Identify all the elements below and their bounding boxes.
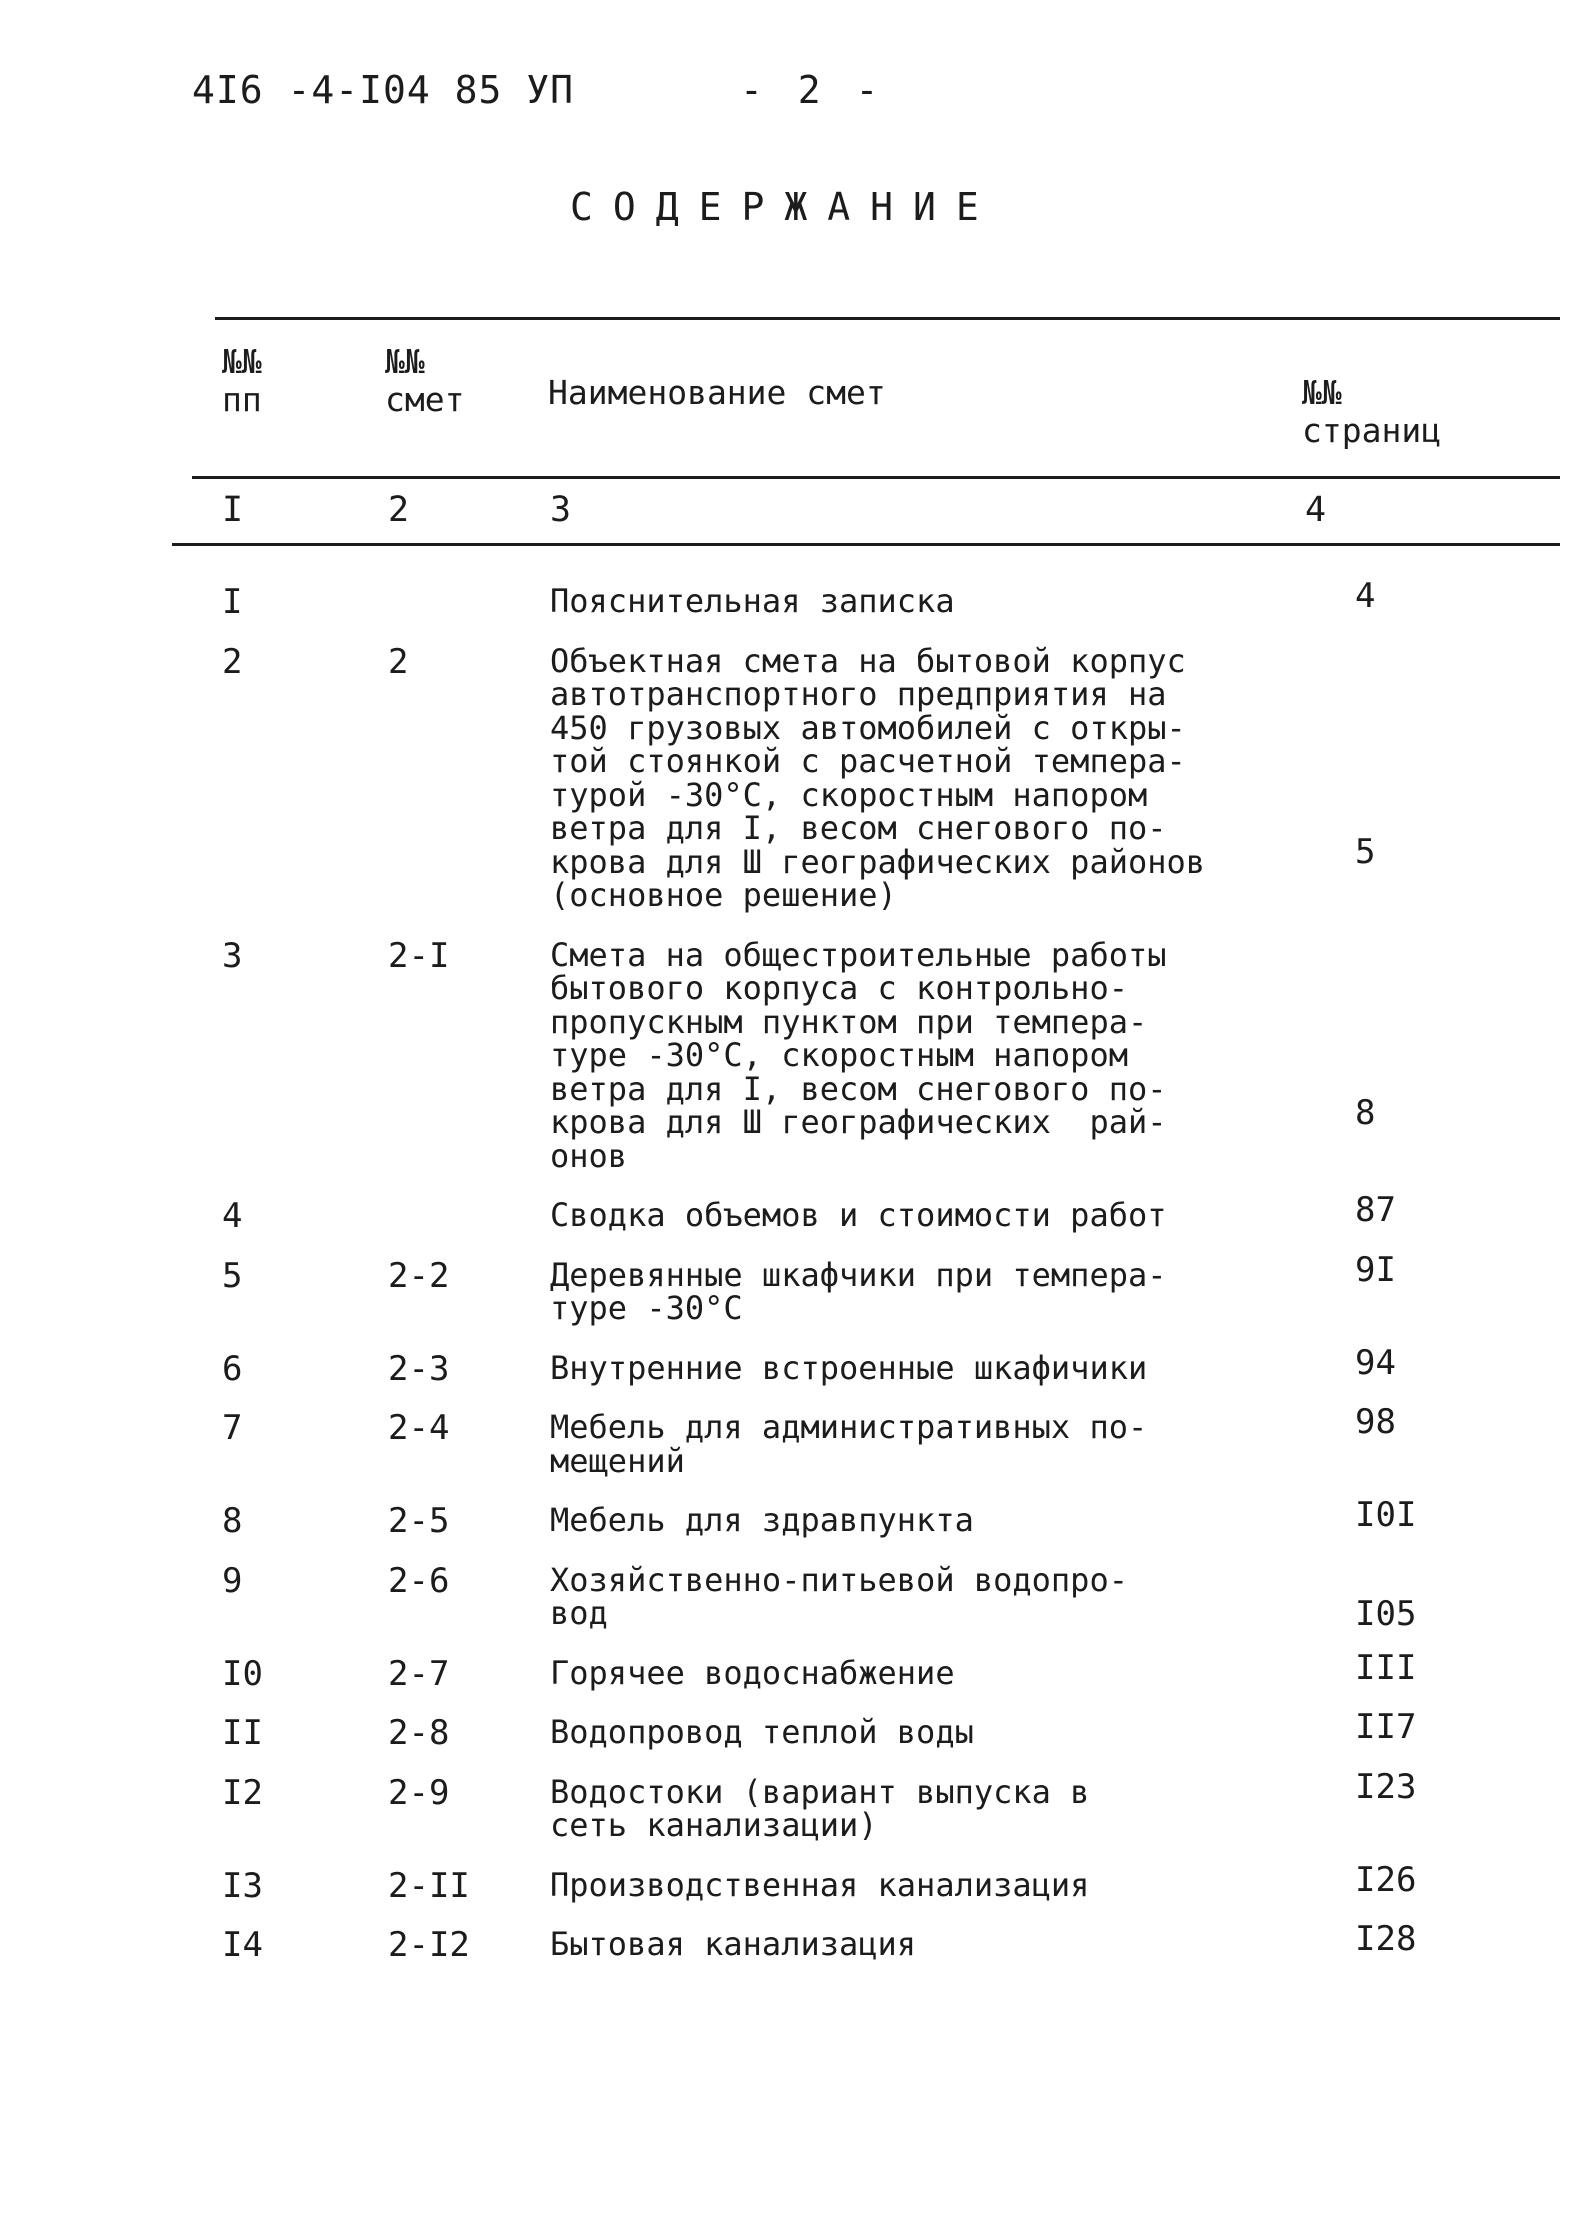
estimate-number: 2-I2 [388,1925,470,1965]
estimate-name-line: мещений [550,1441,685,1480]
table-row [0,641,1584,914]
row-number: I4 [222,1925,263,1965]
estimate-name-line: автотранспортного предприятия на [550,675,1167,713]
estimate-name-line: 450 грузовых автомобилей с откры- [550,708,1186,747]
estimate-name [550,935,1240,1175]
estimate-name-line: крова для Ш географических рай- [550,1103,1167,1141]
estimate-name-line: Пояснительная записка [550,582,955,620]
estimate-name-line: бытового корпуса с контрольно- [550,969,1128,1007]
page-reference: 8 [1355,1092,1376,1133]
estimate-name-line: Водопровод теплой воды [550,1713,974,1751]
page-number: - 2 - [740,68,885,112]
estimate-number: 2 [388,641,409,682]
column-number: 2 [388,490,410,530]
table-row [0,935,1584,1175]
estimate-name-line: онов [550,1136,628,1175]
column-numbers-rule [172,543,1560,546]
estimate-name-line: ветра для I, весом снегового по- [550,809,1167,847]
estimate-name-line: Водостоки (вариант выпуска в [550,1772,1090,1811]
column-header-estimate-name [548,374,886,412]
estimate-name-line: пропускным пунктом при темпера- [550,1002,1148,1041]
row-number: 9 [222,1560,243,1601]
document-code: 4I6 -4-I04 85 УП [192,68,575,112]
row-number: 8 [222,1501,243,1541]
estimate-name [550,582,1240,620]
estimate-number: 2-9 [388,1772,450,1813]
estimate-name-line: Деревянные шкафчики при темпера- [550,1255,1167,1294]
estimate-name [550,1653,1240,1692]
estimate-name [550,1865,1240,1904]
table-row [0,1495,1584,1541]
row-number: 3 [222,935,243,976]
estimate-name-line: Мебель для здравпункта [550,1501,974,1539]
column-header-page-numbers [1302,374,1441,450]
estimate-name-line: Производственная канализация [550,1865,1090,1904]
row-number: I3 [222,1865,263,1906]
estimate-name [550,1196,1240,1234]
table-top-rule [215,317,1560,320]
column-header-line: страниц [1302,411,1442,450]
estimate-name-line: Объектная смета на бытовой корпус [550,641,1186,680]
estimate-name [550,1255,1240,1327]
page-reference: 4 [1355,576,1376,616]
estimate-name-line: туре -30°С [550,1289,743,1327]
column-number: 4 [1305,490,1327,530]
row-number: II [222,1713,263,1753]
column-header-line: №№ [222,342,262,381]
page-reference: I05 [1355,1593,1417,1634]
estimate-name-line: крова для Ш географических районов [550,842,1206,881]
column-header-estimate-number [385,343,464,419]
estimate-number: 2-5 [388,1501,450,1541]
table-row [0,1766,1584,1844]
estimate-number: 2-II [388,1865,470,1906]
header-bottom-rule [192,476,1560,479]
estimate-name-line: Мебель для административных по- [550,1408,1148,1446]
table-row [0,1190,1584,1236]
row-number: 2 [222,641,243,682]
estimate-name [550,1348,1240,1387]
page-reference: II7 [1355,1707,1417,1747]
page-reference: 94 [1355,1342,1396,1383]
estimate-number: 2-7 [388,1653,450,1694]
estimate-name [550,1713,1240,1751]
row-number: 5 [222,1255,243,1296]
column-header-line: №№ [1302,373,1342,412]
table-row [0,1647,1584,1694]
estimate-name-line: Хозяйственно-питьевой водопро- [550,1560,1128,1599]
estimate-name-line: туре -30°С, скоростным напором [550,1036,1128,1074]
page-reference: 87 [1355,1190,1396,1230]
column-number: 3 [550,490,572,530]
column-header-line: №№ [385,342,425,381]
table-row [0,1859,1584,1906]
estimate-name-line: (основное решение) [550,876,897,914]
estimate-name-line: Бытовая канализация [550,1925,917,1963]
table-row [0,1402,1584,1480]
estimate-number: 2-I [388,935,450,976]
column-header-line: пп [222,380,262,419]
table-row [0,576,1584,622]
table-row [0,1919,1584,1965]
row-number: I0 [222,1653,263,1694]
page-reference: 9I [1355,1249,1396,1290]
estimate-name [550,1560,1240,1632]
page-reference: I28 [1355,1919,1417,1959]
page-reference: I0I [1355,1495,1417,1535]
estimate-number: 2-3 [388,1348,450,1389]
estimate-name [550,1772,1240,1844]
page-reference: I26 [1355,1859,1417,1900]
estimate-number: 2-6 [388,1560,450,1601]
row-number: 4 [222,1196,243,1236]
row-number: I2 [222,1772,263,1813]
row-number: 7 [222,1408,243,1448]
estimate-name-line: Смета на общестроительные работы [550,935,1167,974]
table-row [0,1342,1584,1389]
page-title: СОДЕРЖАНИЕ [570,185,999,229]
page-reference: 5 [1355,832,1376,873]
page-reference: 98 [1355,1402,1396,1442]
estimate-name-line: Горячее водоснабжение [550,1653,955,1692]
table-row [0,1249,1584,1327]
estimate-name-line: той стоянкой с расчетной темпера- [550,742,1186,780]
table-row [0,1560,1584,1634]
estimate-name-line: Внутренние встроенные шкафичики [550,1348,1148,1387]
column-header-line: Наименование смет [548,373,886,412]
column-number: I [222,490,244,530]
estimate-number: 2-4 [388,1408,450,1448]
row-number: 6 [222,1348,243,1389]
page-reference: III [1355,1647,1417,1688]
contents-table-body [0,576,1584,1988]
estimate-name [550,1408,1240,1480]
estimate-name-line: ветра для I, весом снегового по- [550,1069,1167,1108]
estimate-name [550,641,1240,914]
estimate-name-line: Сводка объемов и стоимости работ [550,1196,1167,1234]
column-header-item-number [222,343,262,419]
estimate-name [550,1501,1240,1539]
column-header-line: смет [385,380,465,419]
estimate-number: 2-8 [388,1713,450,1753]
estimate-name [550,1925,1240,1963]
estimate-name-line: турой -30°С, скоростным напором [550,775,1148,814]
row-number: I [222,582,243,622]
estimate-number: 2-2 [388,1255,450,1296]
estimate-name-line: сеть канализации) [550,1806,878,1844]
page-reference: I23 [1355,1766,1417,1807]
table-row [0,1707,1584,1753]
estimate-name-line: вод [550,1594,608,1632]
